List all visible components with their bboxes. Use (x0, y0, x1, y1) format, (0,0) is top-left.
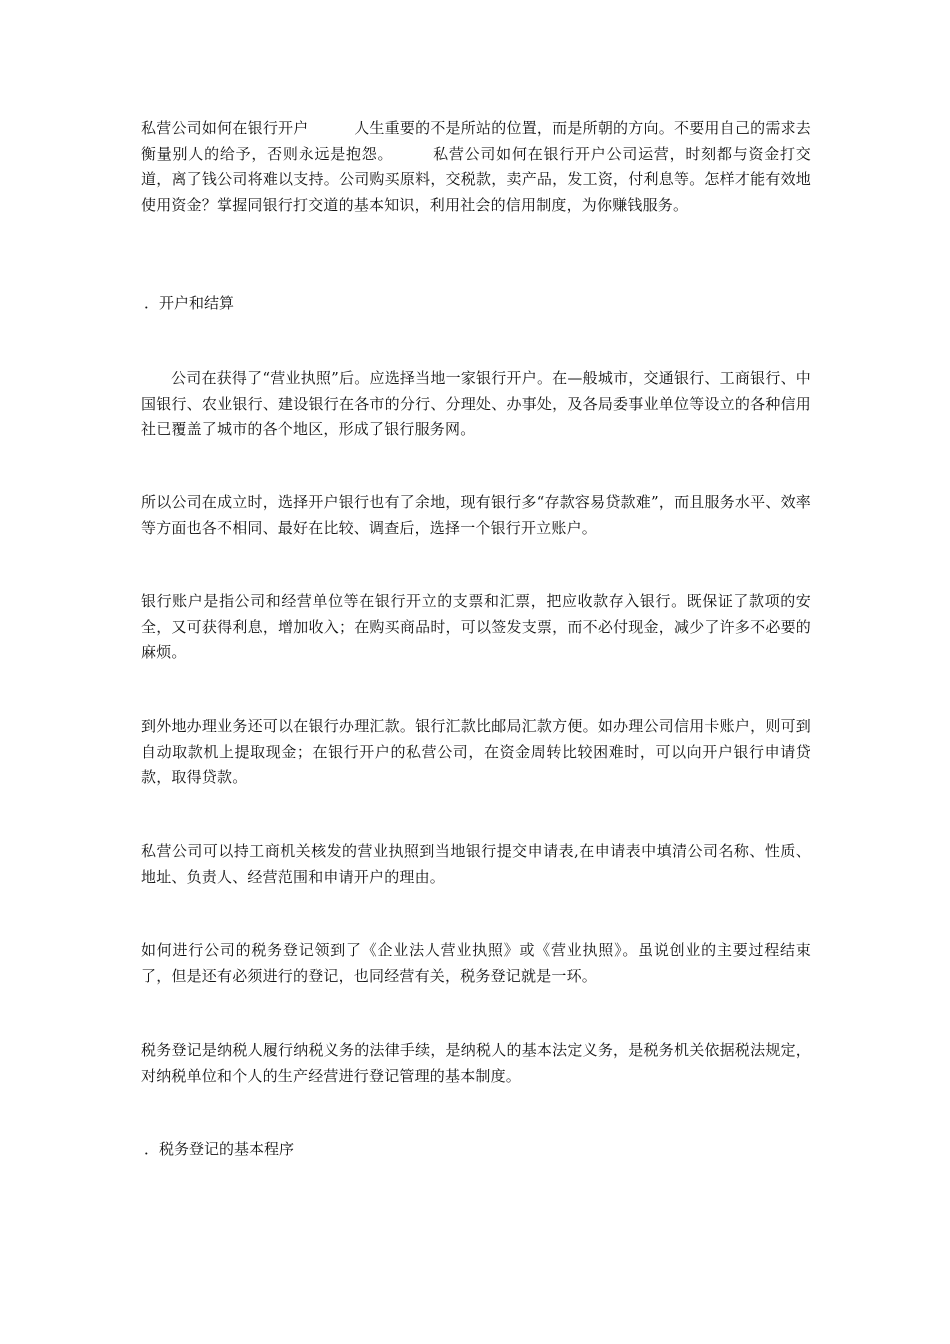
paragraph-remittance: 到外地办理业务还可以在银行办理汇款。银行汇款比邮局汇款方便。如办理公司信用卡账户，则可到自动取款机上提取现金；在银行开户的私营公司，在资金周转比较困难时，可以向开户银行申请贷款，取得贷款。 (141, 717, 811, 786)
paragraph-business-license: 公司在获得了“营业执照”后。应选择当地一家银行开户。在—般城市，交通银行、工商银行、中国银行、农业银行、建设银行在各市的分行、分理处、办事处，及各局委事业单位等设立的各种信用社已覆盖了城市的各个地区，形成了银行服务网。 (141, 369, 811, 438)
paragraph-bank-account: 银行账户是指公司和经营单位等在银行开立的支票和汇票，把应收款存入银行。既保证了款项的安全，又可获得利息，增加收入；在购买商品时，可以签发支票，而不必付现金，减少了许多不必要的麻烦。 (141, 592, 811, 661)
intro-paragraph: 私营公司如何在银行开户 人生重要的不是所站的位置，而是所朝的方向。不要用自己的需求去衡量别人的给予，否则永远是抱怨。 私营公司如何在银行开户公司运营，时刻都与资金打交道，离了钱公司将难以支持。公司购买原料，交税款，卖产品，发工资，付利息等。怎样才能有效地使用资金？掌握同银行打交道的基本知识，利用社会的信用制度，为你赚钱服务。 (141, 119, 811, 214)
paragraph-tax-registration-intro: 如何进行公司的税务登记领到了《企业法人营业执照》或《营业执照》。虽说创业的主要过程结束了，但是还有必须进行的登记，也同经营有关，税务登记就是一环。 (141, 941, 811, 985)
paragraph-choose-bank: 所以公司在成立时，选择开户银行也有了余地，现有银行多“存款容易贷款难”，而且服务水平、效率等方面也各不相同、最好在比较、调查后，选择一个银行开立账户。 (141, 493, 811, 537)
section-heading-tax-procedure: ．税务登记的基本程序 (144, 1140, 295, 1158)
paragraph-application: 私营公司可以持工商机关核发的营业执照到当地银行提交申请表,在申请表中填清公司名称、性质、地址、负责人、经营范围和申请开户的理由。 (141, 842, 811, 886)
section-heading-account-settlement: ．开户和结算 (144, 294, 235, 312)
paragraph-tax-registration-definition: 税务登记是纳税人履行纳税义务的法律手续，是纳税人的基本法定义务，是税务机关依据税法规定，对纳税单位和个人的生产经营进行登记管理的基本制度。 (141, 1041, 811, 1085)
